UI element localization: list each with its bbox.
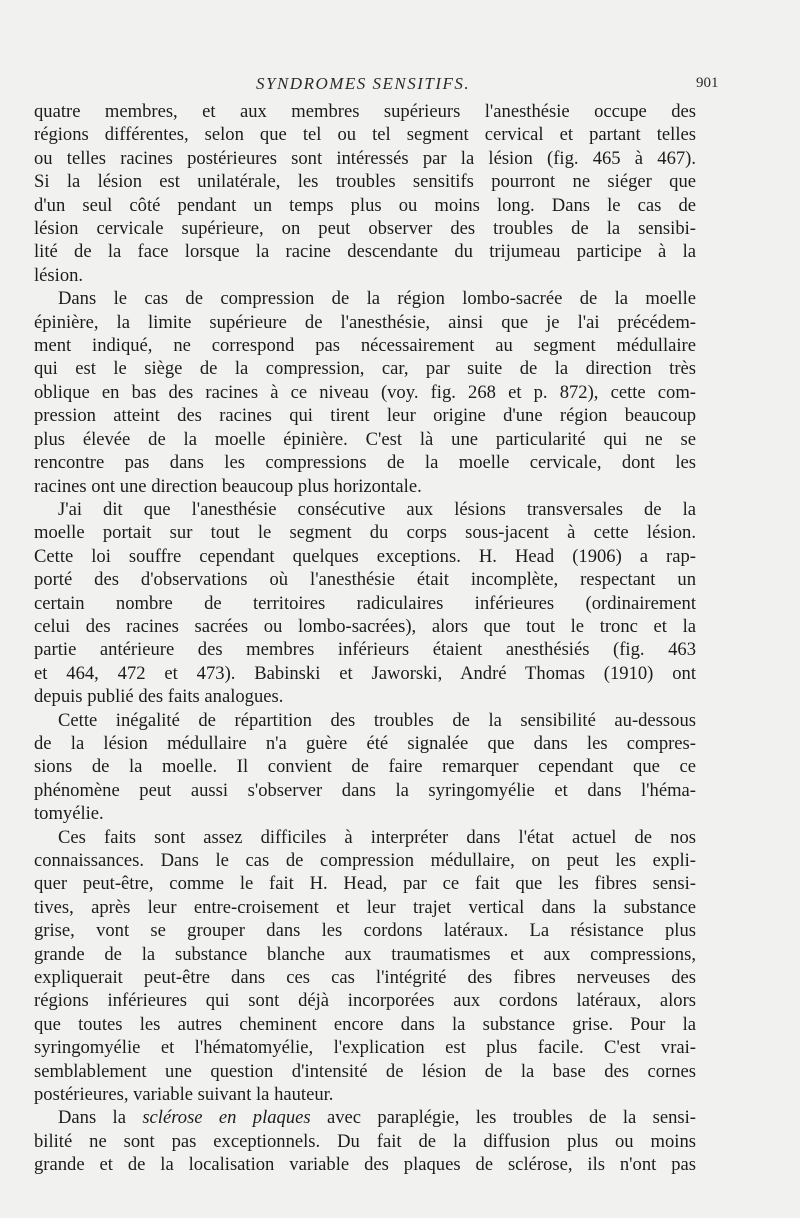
text-line: de la lésion médullaire n'a guère été signalée que dans les compres- [34, 732, 696, 754]
text-line: J'ai dit que l'anesthésie consécutive aux lésions transversales de la [58, 498, 696, 520]
text-line: Dans le cas de compression de la région lombo-sacrée de la moelle [58, 288, 696, 310]
text-line: qui est le siège de la compression, car, par suite de la direction très [34, 358, 696, 380]
text-line: Cette loi souffre cependant quelques exceptions. H. Head (1906) a rap- [34, 545, 696, 567]
text-line: pression atteint des racines qui tirent leur origine d'une région beaucoup [34, 405, 696, 427]
text-line: plus élevée de la moelle épinière. C'est là une particularité qui ne se [34, 428, 696, 450]
text-line: régions différentes, selon que tel ou tel segment cervical et partant telles [34, 124, 696, 146]
text-line: quatre membres, et aux membres supérieurs l'anesthésie occupe des [34, 101, 696, 122]
page-number: 901 [696, 75, 719, 91]
paragraph [34, 498, 696, 709]
text-line: quer peut-être, comme le fait H. Head, par ce fait que les fibres sensi- [34, 873, 696, 895]
body-text [34, 100, 696, 1177]
text-line: tomyélie. [34, 803, 104, 825]
text-line: racines ont une direction beaucoup plus horizontale. [34, 475, 422, 497]
text-line: grande et de la localisation variable des plaques de sclérose, ils n'ont pas [34, 1154, 696, 1176]
text-line: Cette inégalité de répartition des troubles de la sensibilité au-dessous [58, 709, 696, 731]
text-line: connaissances. Dans le cas de compression médullaire, on peut les expli- [34, 850, 696, 871]
paragraph [34, 100, 696, 287]
page-header [34, 66, 719, 100]
text-line: syringomyélie et l'hématomyélie, l'explication est plus facile. C'est vrai- [34, 1037, 696, 1059]
text-line: oblique en bas des racines à ce niveau (voy. fig. 268 et p. 872), cette com- [34, 381, 696, 403]
text-run: Dans la [58, 1107, 143, 1129]
text-line: ment indiqué, ne correspond pas nécessairement au segment médullaire [34, 335, 696, 357]
text-line: celui des racines sacrées ou lombo-sacrées), alors que tout le tronc et la [34, 615, 696, 637]
text-line: expliquerait peut-être dans ces cas l'intégrité des fibres nerveuses des [34, 967, 696, 989]
text-line: lésion cervicale supérieure, on peut observer des troubles de la sensibi- [34, 218, 696, 240]
text-line: moelle portait sur tout le segment du corps sous-jacent à cette lésion. [34, 522, 696, 544]
text-line: tives, après leur entre-croisement et leur trajet vertical dans la substance [34, 896, 696, 918]
paragraph [34, 709, 696, 826]
running-title: SYNDROMES SENSITIFS. [256, 74, 471, 93]
text-line: bilité ne sont pas exceptionnels. Du fait de la diffusion plus ou moins [34, 1130, 696, 1152]
text-line: phénomène peut aussi s'observer dans la syringomyélie et dans l'héma- [34, 779, 696, 801]
text-line: ou telles racines postérieures sont intéressés par la lésion (fig. 465 à 467). [34, 147, 696, 169]
text-line: certain nombre de territoires radiculaires inférieures (ordinairement [34, 592, 696, 614]
text-line: grande de la substance blanche aux traumatismes et aux compressions, [34, 943, 696, 965]
text-line [34, 1106, 696, 1129]
text-line: et 464, 472 et 473). Babinski et Jaworski, André Thomas (1910) ont [34, 662, 696, 684]
text-line: lité de la face lorsque la racine descendante du trijumeau participe à la [34, 241, 696, 263]
text-line: rencontre pas dans les compressions de la moelle cervicale, dont les [34, 452, 696, 474]
text-line: postérieures, variable suivant la hauteur. [34, 1084, 334, 1106]
text-line: sions de la moelle. Il convient de faire remarquer cependant que ce [34, 756, 696, 778]
text-line: grise, vont se grouper dans les cordons latéraux. La résistance plus [34, 920, 696, 942]
text-line: partie antérieure des membres inférieurs étaient anesthésiés (fig. 463 [34, 639, 696, 661]
text-line: épinière, la limite supérieure de l'anesthésie, ainsi que je l'ai précédem- [34, 311, 696, 333]
text-run: avec paraplégie, les troubles de la sensi- [310, 1107, 697, 1129]
text-line: que toutes les autres cheminent encore dans la substance grise. Pour la [34, 1013, 696, 1035]
text-line: lésion. [34, 264, 84, 286]
italic-term: sclérose en plaques [142, 1107, 311, 1129]
paragraph [34, 826, 696, 1107]
text-line: Ces faits sont assez difficiles à interpréter dans l'état actuel de nos [58, 826, 696, 848]
text-line: depuis publié des faits analogues. [34, 686, 284, 708]
text-line: porté des d'observations où l'anesthésie était incomplète, respectant un [34, 569, 696, 591]
text-line: d'un seul côté pendant un temps plus ou moins long. Dans le cas de [34, 194, 696, 216]
paragraph [34, 1106, 696, 1176]
text-line: semblablement une question d'intensité de lésion de la base des cornes [34, 1060, 696, 1082]
text-line: régions inférieures qui sont déjà incorporées aux cordons latéraux, alors [34, 990, 696, 1012]
paragraph [34, 287, 696, 498]
text-line: Si la lésion est unilatérale, les troubles sensitifs pourront ne siéger que [34, 171, 696, 193]
